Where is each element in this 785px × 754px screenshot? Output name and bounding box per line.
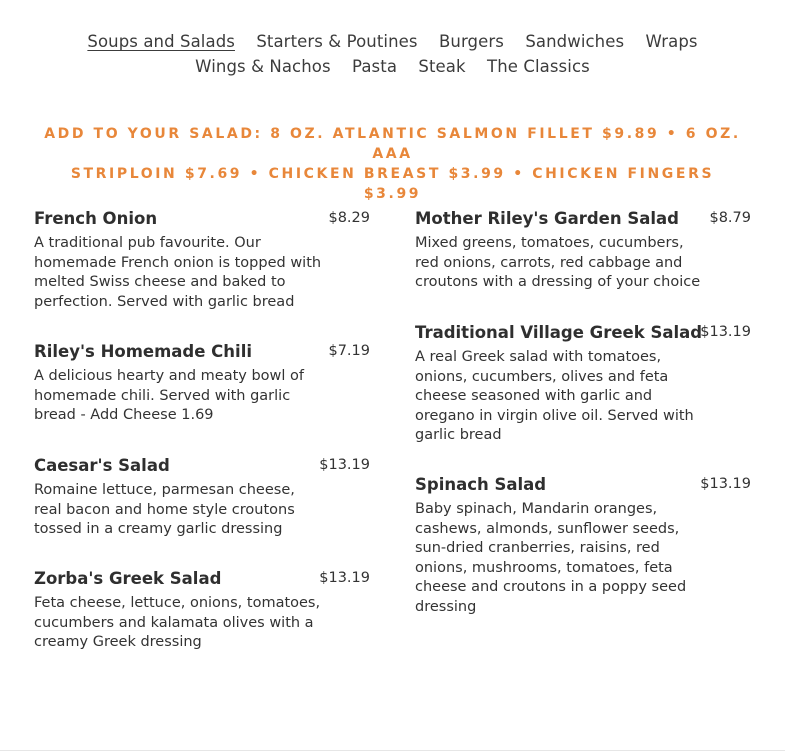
menu-item-price: $13.19 <box>319 570 370 586</box>
banner-line-2: STRIPLOIN $7.69 • CHICKEN BREAST $3.99 • CHICKEN FINGERS $3.99 <box>70 166 715 202</box>
nav-link-starters-poutines[interactable]: Starters & Poutines <box>256 32 418 51</box>
menu-item-zorbas-greek-salad <box>34 569 370 659</box>
nav-link-burgers[interactable]: Burgers <box>438 32 504 51</box>
menu-item-spinach-salad <box>415 475 751 625</box>
menu-item-description: Baby spinach, Mandarin oranges, cashews, almonds, sunflower seeds, sun-dried cranberries, raisins, red onions, mushrooms, tomatoes, feta cheese and croutons in a poppy seed dressing <box>415 501 687 615</box>
menu-item-description: Mixed greens, tomatoes, cucumbers, red onions, carrots, red cabbage and croutons with a dressing of your choice <box>415 235 701 291</box>
menu-item-name: Riley's Homemade Chili <box>34 342 253 361</box>
menu-item-name: Traditional Village Greek Salad <box>415 323 703 342</box>
menu-item-name: Zorba's Greek Salad <box>34 569 222 588</box>
menu-item-price: $13.19 <box>319 457 370 473</box>
nav-link-wings-nachos[interactable]: Wings & Nachos <box>195 57 331 76</box>
menu-item-french-onion <box>34 209 370 319</box>
menu-item-name: Spinach Salad <box>415 475 547 494</box>
menu-item-price: $8.29 <box>328 210 370 226</box>
nav-link-soups-and-salads[interactable]: Soups and Salads <box>87 32 235 51</box>
menu-item-description: A delicious hearty and meaty bowl of homemade chili. Served with garlic bread - Add Cheese 1.69 <box>34 368 305 424</box>
menu-item-description: Romaine lettuce, parmesan cheese, real bacon and home style croutons tossed in a creamy garlic dressing <box>34 482 295 538</box>
nav-link-steak[interactable]: Steak <box>418 57 466 76</box>
menu-item-traditional-village-greek-salad <box>415 323 751 453</box>
category-nav-row-2 <box>0 57 785 76</box>
menu-item-price: $13.19 <box>700 476 751 492</box>
menu-item-rileys-homemade-chili <box>34 342 370 432</box>
menu-item-price: $7.19 <box>328 343 370 359</box>
banner-line-1: ADD TO YOUR SALAD: 8 OZ. ATLANTIC SALMON FILLET $9.89 • 6 OZ. AAA <box>44 126 741 162</box>
menu-item-name: Caesar's Salad <box>34 456 170 475</box>
footer-divider <box>0 750 785 751</box>
nav-link-the-classics[interactable]: The Classics <box>487 57 590 76</box>
menu-item-price: $13.19 <box>700 324 751 340</box>
menu-item-description: A traditional pub favourite. Our homemade French onion is topped with melted Swiss cheese and baked to perfection. Served with garlic bread <box>34 235 322 310</box>
menu-item-mother-rileys-garden-salad <box>415 209 751 299</box>
nav-link-wraps[interactable]: Wraps <box>645 32 698 51</box>
menu-item-name: French Onion <box>34 209 158 228</box>
category-nav-row-1 <box>0 32 785 51</box>
salad-add-ons-banner <box>40 124 745 204</box>
menu-item-caesars-salad <box>34 456 370 546</box>
menu-item-price: $8.79 <box>709 210 751 226</box>
menu-item-name: Mother Riley's Garden Salad <box>415 209 679 228</box>
nav-link-pasta[interactable]: Pasta <box>352 57 398 76</box>
menu-item-description: A real Greek salad with tomatoes, onions, cucumbers, olives and feta cheese seasoned with garlic and oregano in virgin olive oil. Served with garlic bread <box>415 349 694 444</box>
menu-item-description: Feta cheese, lettuce, onions, tomatoes, cucumbers and kalamata olives with a creamy Greek dressing <box>34 595 321 651</box>
nav-link-sandwiches[interactable]: Sandwiches <box>525 32 625 51</box>
